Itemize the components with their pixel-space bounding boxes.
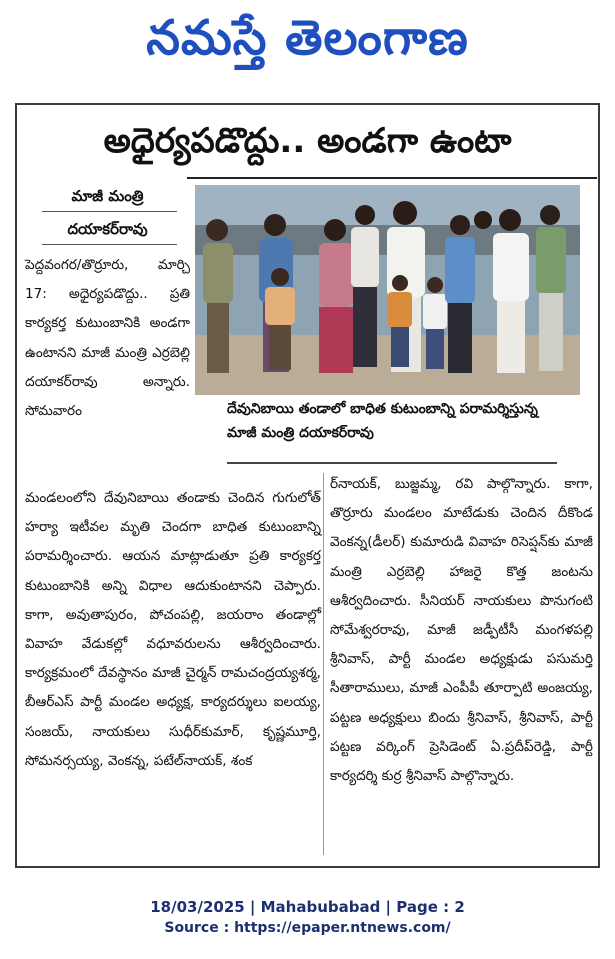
headline-rule	[187, 177, 597, 179]
footer-date-edition: 18/03/2025 | Mahabubabad | Page : 2	[150, 898, 465, 916]
caption-rule	[227, 462, 557, 464]
body-text-left-column: మండలంలోని దేవునిబాయి తండాకు చెందిన గుగులోత్ హర్యా ఇటీవల మృతి చెందగా బాధిత కుటుంబాన్ని పరామర్శించారు. ఆయన మాట్లాడుతూ ప్రతి కార్యకర్త కుటుంబానికి అన్ని విధాల ఆదుకుంటానని చెప్పారు. కాగా, అవుతాపురం, పోచంపల్లి, జయరాం తండాల్లో వివాహ వేడుకల్లో వధూవరులను ఆశీర్వదించారు. కార్యక్రమంలో దేవస్థానం మాజీ చైర్మన్ రామచంద్రయ్యశర్మ, బీఆర్‌ఎస్ పార్టీ మండల అధ్యక్ష, కార్యదర్శులు ఐలయ్య, సంజయ్, నాయకులు సుధీర్‌కుమార్, కృష్ణమూర్తి, సోమనర్సయ్య, వెంకన్న, పటేల్‌నాయక్, శంక	[25, 490, 321, 769]
kicker-rule	[42, 244, 177, 245]
kicker-line-1: మాజీ మంత్రి	[71, 187, 144, 205]
column-divider	[323, 473, 324, 855]
article-clipping	[15, 103, 600, 868]
article-headline: అధైర్యపడొద్దు.. అండగా ఉంటా	[103, 121, 512, 161]
article-photo	[195, 185, 580, 395]
body-text-right-column: ర్‌నాయక్, బుజ్జమ్మ, రవి పాల్గొన్నారు. కాగా, తొర్రూరు మండలం మాటేడుకు చెందిన దీకొండ వెంకన్న(డీలర్) కుమారుడి వివాహ రిసెప్షన్‌కు మాజీ మంత్రి ఎర్రబెల్లి హాజరై కొత్త జంటను ఆశీర్వదించారు. సీనియర్ నాయకులు పొనుగంటి సోమేశ్వరరావు, మాజీ జడ్పీటీసీ మంగళపల్లి శ్రీనివాస్, పార్టీ మండల అధ్యక్షుడు పసుమర్తి సీతారాములు, మాజీ ఎంపీపీ తూర్పాటి అంజయ్య, పట్టణ అధ్యక్షులు బిందు శ్రీనివాస్, శ్రీనివాస్, పార్టీ పట్టణ వర్కింగ్ ప్రెసిడెంట్ ఏ.ప్రదీప్‌రెడ్డి, పార్టీ కార్యదర్శి కుర్ర శ్రీనివాస్ పాల్గొన్నారు.	[330, 476, 593, 785]
footer-source: Source : https://epaper.ntnews.com/	[164, 920, 451, 936]
kicker-line-2: దయాకర్‌రావు	[67, 220, 148, 238]
newspaper-masthead: నమస్తే తెలంగాణ	[146, 10, 469, 66]
group-photo-illustration	[195, 185, 580, 395]
kicker-rule	[42, 211, 177, 212]
body-text-top-left: పెద్దవంగర/తొర్రూరు, మార్చి 17: అధైర్యపడొద్దు.. ప్రతి కార్యకర్త కుటుంబానికి అండగా ఉంటానని మాజీ మంత్రి ఎర్రబెల్లి దయాకర్‌రావు అన్నారు. సోమవారం	[25, 257, 190, 420]
photo-caption: దేవునిబాయి తండాలో బాధిత కుటుంబాన్ని పరామర్శిస్తున్న మాజీ మంత్రి దయాకర్‌రావు	[227, 401, 538, 441]
